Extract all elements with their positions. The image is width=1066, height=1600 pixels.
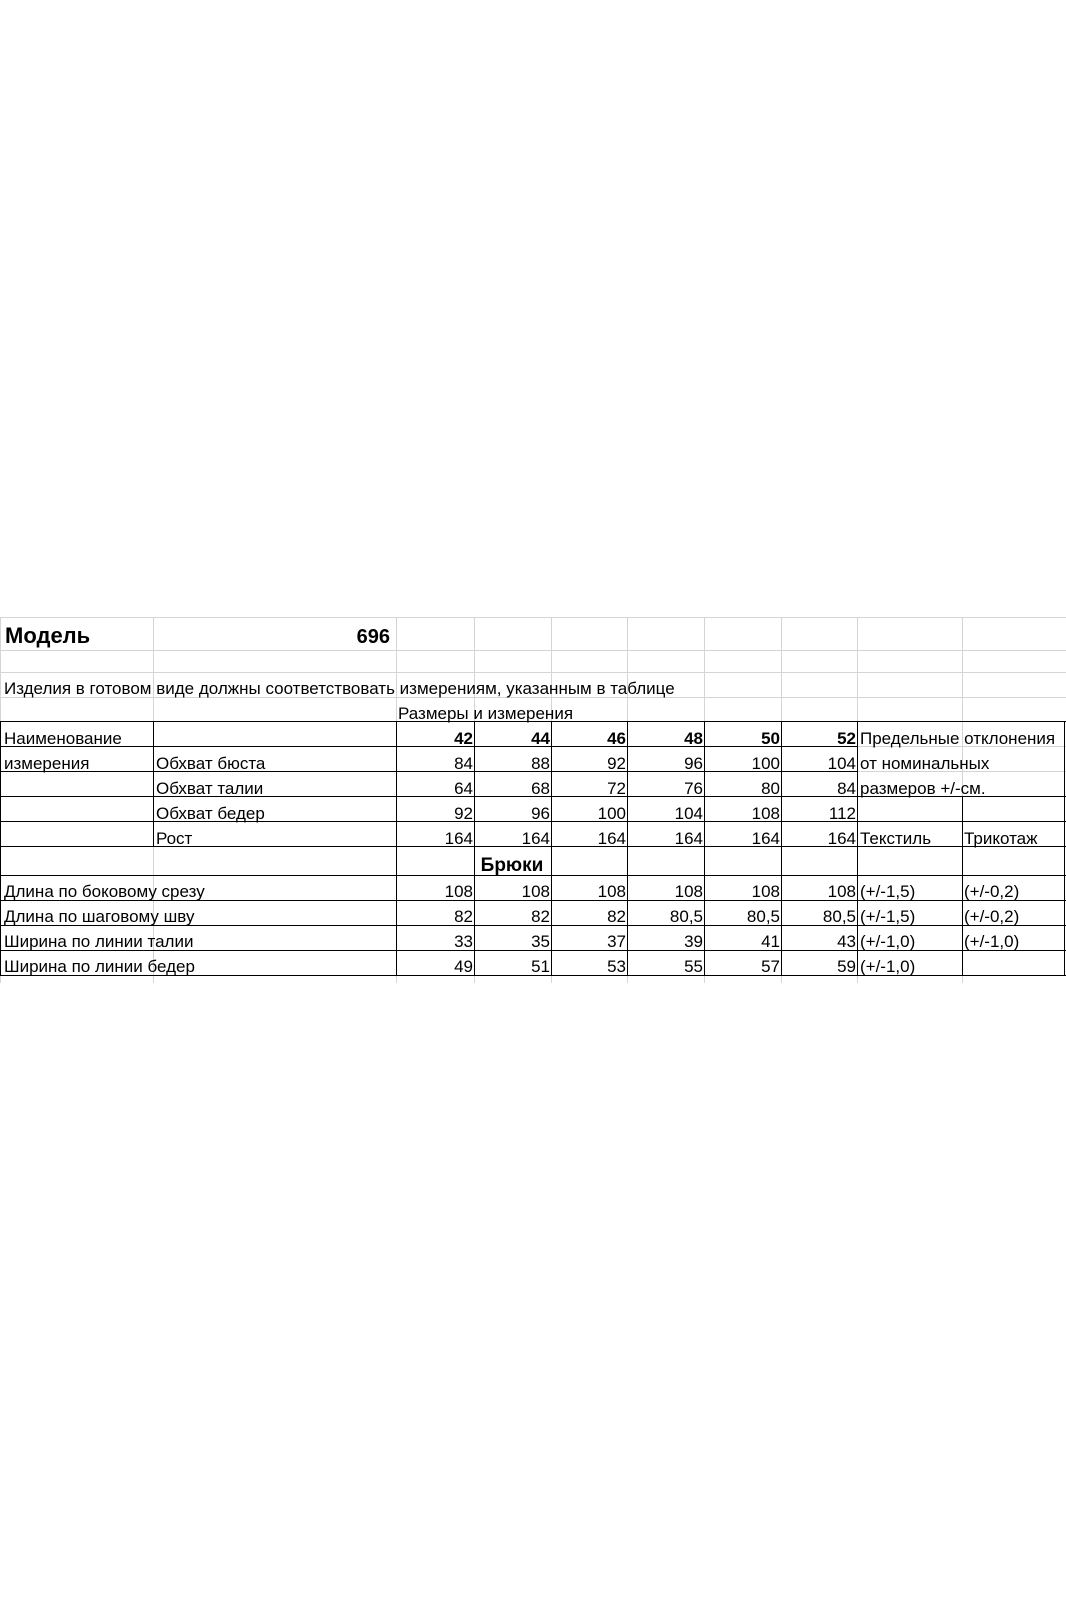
body-row-label: Обхват бюста <box>156 754 266 773</box>
product-row-value: 59 <box>837 957 856 976</box>
section-title-trousers: Брюки <box>480 855 544 876</box>
border-v <box>0 721 1 975</box>
tolerance-line3: размеров +/-см. <box>860 779 986 798</box>
body-row-value: 84 <box>837 779 856 798</box>
body-row-value: 80 <box>761 779 780 798</box>
product-row-value: 80,5 <box>669 907 703 926</box>
body-row-value: 164 <box>444 829 473 848</box>
body-row-label: Рост <box>156 829 193 848</box>
body-row-value: 84 <box>454 754 473 773</box>
border-v <box>153 721 154 846</box>
knit-tolerance: (+/-0,2) <box>964 907 1020 926</box>
body-row-value: 64 <box>454 779 473 798</box>
body-row-value: 68 <box>531 779 550 798</box>
product-row-value: 37 <box>607 932 626 951</box>
body-row-value: 104 <box>674 804 703 823</box>
gridline-h <box>0 617 1066 618</box>
product-row-value: 82 <box>607 907 626 926</box>
product-row-value: 80,5 <box>746 907 780 926</box>
product-row-value: 51 <box>531 957 550 976</box>
size-table-sheet <box>0 617 1066 983</box>
header-name-line2: измерения <box>4 754 90 773</box>
product-row-value: 80,5 <box>822 907 856 926</box>
product-row-value: 35 <box>531 932 550 951</box>
product-row-value: 55 <box>684 957 703 976</box>
sizes-caption: Размеры и измерения <box>398 704 574 723</box>
body-row-label: Обхват бедер <box>156 804 265 823</box>
body-row-value: 108 <box>751 804 780 823</box>
body-row-value: 164 <box>827 829 856 848</box>
size-50-header: 50 <box>761 729 780 748</box>
size-48-header: 48 <box>684 729 703 748</box>
textile-tolerance: (+/-1,0) <box>860 932 916 951</box>
size-46-header: 46 <box>607 729 626 748</box>
model-label: Модель <box>5 623 91 648</box>
body-row-value: 164 <box>597 829 626 848</box>
body-row-value: 164 <box>674 829 703 848</box>
knit-tolerance: (+/-1,0) <box>964 932 1020 951</box>
product-row-label: Ширина по линии бедер <box>4 957 195 976</box>
note-text: Изделия в готовом виде должны соответствовать измерениям, указанным в таблице <box>4 679 675 698</box>
product-row-value: 41 <box>761 932 780 951</box>
size-52-header: 52 <box>837 729 856 748</box>
border-v <box>857 721 858 975</box>
textile-tolerance: (+/-1,5) <box>860 907 916 926</box>
product-row-label: Длина по шаговому шву <box>4 907 195 926</box>
body-row-label: Обхват талии <box>156 779 264 798</box>
product-row-value: 49 <box>454 957 473 976</box>
product-row-value: 82 <box>454 907 473 926</box>
product-row-label: Длина по боковому срезу <box>4 882 205 901</box>
body-row-value: 100 <box>597 804 626 823</box>
size-42-header: 42 <box>454 729 473 748</box>
product-row-value: 53 <box>607 957 626 976</box>
textile-tolerance: (+/-1,5) <box>860 882 916 901</box>
product-row-value: 43 <box>837 932 856 951</box>
body-row-value: 72 <box>607 779 626 798</box>
product-row-value: 39 <box>684 932 703 951</box>
product-row-value: 57 <box>761 957 780 976</box>
product-row-value: 108 <box>674 882 703 901</box>
gridline-h <box>0 650 1066 651</box>
body-row-value: 164 <box>751 829 780 848</box>
textile-header: Текстиль <box>860 829 932 848</box>
body-row-value: 96 <box>531 804 550 823</box>
body-row-value: 76 <box>684 779 703 798</box>
body-row-value: 92 <box>454 804 473 823</box>
textile-tolerance: (+/-1,0) <box>860 957 916 976</box>
body-row-value: 96 <box>684 754 703 773</box>
product-row-value: 108 <box>751 882 780 901</box>
header-name-line1: Наименование <box>4 729 122 748</box>
product-row-value: 108 <box>521 882 550 901</box>
tolerance-line2: от номинальных <box>860 754 990 773</box>
border-v <box>962 796 963 975</box>
product-row-value: 108 <box>827 882 856 901</box>
knit-tolerance: (+/-0,2) <box>964 882 1020 901</box>
body-row-value: 92 <box>607 754 626 773</box>
product-row-value: 33 <box>454 932 473 951</box>
product-row-label: Ширина по линии талии <box>4 932 194 951</box>
size-44-header: 44 <box>531 729 550 748</box>
product-row-value: 82 <box>531 907 550 926</box>
body-row-value: 164 <box>521 829 550 848</box>
body-row-value: 100 <box>751 754 780 773</box>
product-row-value: 108 <box>597 882 626 901</box>
body-row-value: 88 <box>531 754 550 773</box>
border-v <box>1064 721 1065 975</box>
gridline-h <box>0 672 1066 673</box>
tolerance-line1: Предельные отклонения <box>860 729 1056 748</box>
product-row-value: 108 <box>444 882 473 901</box>
body-row-value: 112 <box>828 804 856 823</box>
model-number: 696 <box>356 626 390 648</box>
knit-header: Трикотаж <box>964 829 1038 848</box>
body-row-value: 104 <box>827 754 856 773</box>
